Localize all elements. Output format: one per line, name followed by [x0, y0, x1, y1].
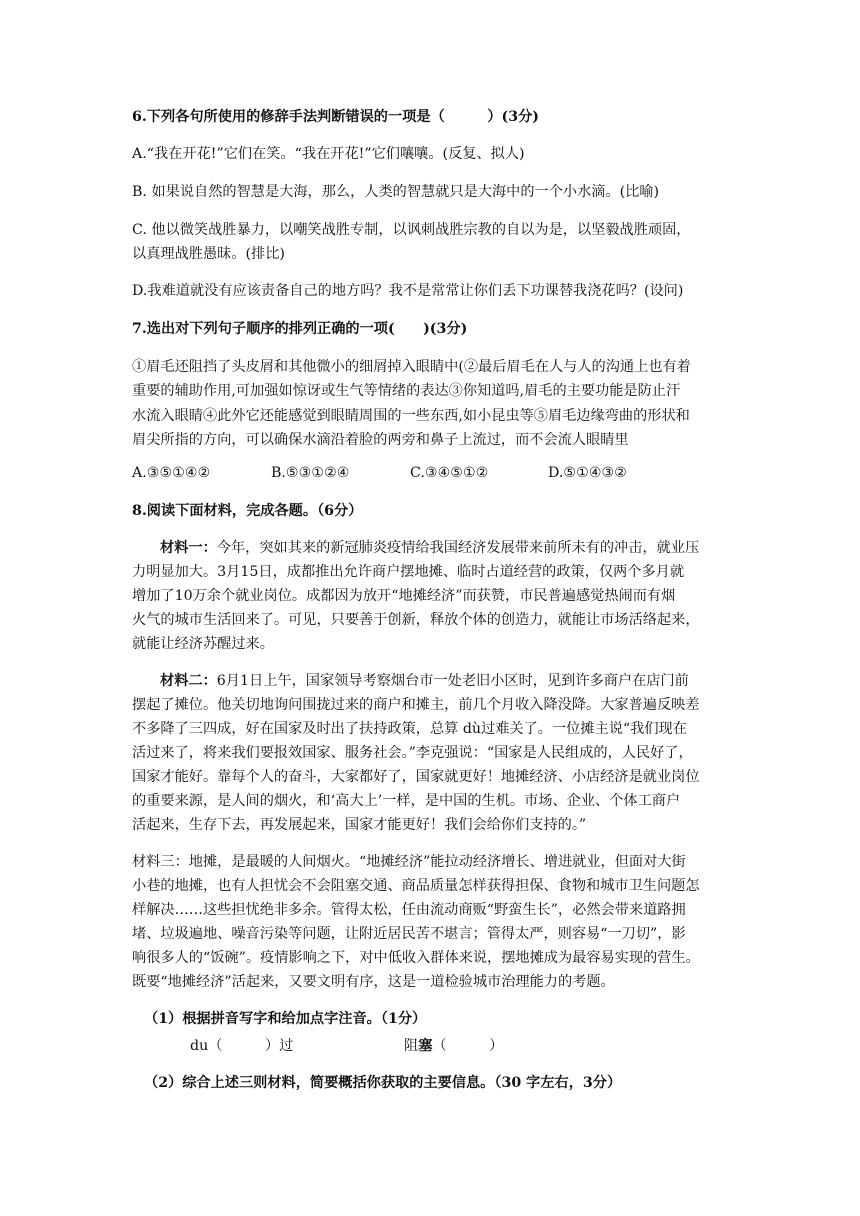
- sub-question-1: （1）根据拼音写字和给加点字注音。（1分）: [144, 1011, 427, 1027]
- q8-title: 8.阅读下面材料，完成各题。（6分）: [132, 503, 363, 519]
- q7-passage-line3: 水流入眼睛④此外它还能感觉到眼睛周围的一些东西,如小昆虫等⑤眉毛边缘弯曲的形状和: [132, 408, 690, 424]
- material-2-line6: 的重要来源，是人间的烟火，和‘高大上’一样，是中国的生机。市场、企业、个体工商户: [132, 793, 681, 809]
- material-3-line1: 材料三：地摊，是最暖的人间烟火。“地摊经济”能拉动经济增长、增进就业，但面对大街: [132, 854, 686, 870]
- q6-option-c-line2: 以真理战胜愚昧。(排比): [132, 246, 285, 262]
- material-1-label: 材料一：: [160, 540, 217, 556]
- material-2-line5: 国家才能好。靠每个人的奋斗，大家都好了，国家就更好！地摊经济、小店经济是就业岗位: [132, 769, 700, 785]
- zuse-blank: （ ）: [432, 1038, 504, 1054]
- pinyin-blank-zuse[interactable]: [404, 1036, 503, 1056]
- material-1-line2: 力明显加大。3月15日，成都推出允许商户摆地摊、临时占道经营的政策，仅两个多月就: [132, 564, 685, 580]
- q6-option-b: B. 如果说自然的智慧是大海，那么，人类的智慧就只是大海中的一个小水滴。(比喻): [132, 184, 660, 200]
- material-2-label: 材料二：: [160, 673, 217, 689]
- q7-option-a: A.③⑤①④②: [132, 465, 211, 481]
- material-3-line5: 响很多人的“饭碗”。疫情影响之下，对中低收入群体来说，摆地摊成为最容易实现的营生。: [132, 950, 700, 966]
- material-3-line2: 小巷的地摊，也有人担忧会不会阻塞交通、商品质量怎样获得担保、食物和城市卫生问题怎: [132, 878, 700, 894]
- q6-option-d: D.我难道就没有应该责备自己的地方吗？我不是常常让你们丢下功课替我浇花吗？(设问): [132, 283, 684, 299]
- material-3-line3: 样解决……这些担忧绝非多余。管得太松，任由流动商贩“野蛮生长”，必然会带来道路拥: [132, 902, 686, 918]
- material-2-line1: [160, 671, 780, 691]
- q7-option-c: C.③④⑤①②: [410, 465, 489, 481]
- material-1-text1: 今年，突如其来的新冠肺炎疫情给我国经济发展带来前所未有的冲击，就业压: [216, 540, 700, 556]
- material-1-line5: 就能让经济苏醒过来。: [132, 636, 274, 652]
- material-2-line3: 不多降了三四成，好在国家及时出了扶持政策，总算 dù过难关了。一位摊主说“我们现在: [132, 721, 687, 737]
- material-1-line4: 火气的城市生活回来了。可见，只要善于创新，释放个体的创造力，就能让市场活络起来，: [132, 612, 700, 628]
- material-3-line4: 堵、垃圾遍地、噪音污染等问题，让附近居民苦不堪言；管得太严，则容易“一刀切”，影: [132, 926, 686, 942]
- sub-question-2: （2）综合上述三则材料，简要概括你获取的主要信息。（30 字左右，3分）: [144, 1075, 622, 1091]
- q7-title: 7.选出对下列句子顺序的排列正确的一项( )(3分): [132, 321, 468, 337]
- material-2-line4: 活过来了，将来我们要报效国家、服务社会。”李克强说：“国家是人民组成的，人民好了，: [132, 745, 693, 761]
- q6-title: 6.下列各句所使用的修辞手法判断错误的一项是（ ）(3分): [132, 109, 539, 125]
- material-1-line1: [160, 538, 780, 558]
- q7-option-b: B.⑤③①②④: [271, 465, 350, 481]
- zuse-prefix: 阻: [404, 1038, 419, 1054]
- material-1-line3: 增加了10万余个就业岗位。成都因为放开“地摊经济”而获赞，市民普遍感觉热闹而有烟: [132, 588, 676, 604]
- q7-passage-line4: 眉尖所指的方向，可以确保水滴沿着脸的两旁和鼻子上流过，而不会流人眼睛里: [132, 432, 629, 448]
- q7-passage-line2: 重要的辅助作用,可加强如惊讶或生气等情绪的表达③你知道吗,眉毛的主要功能是防止汗: [132, 383, 681, 399]
- material-2-line2: 摆起了摊位。他关切地询问围拢过来的商户和摊主，前几个月收入降没降。大家普遍反映差: [132, 697, 700, 713]
- q7-passage-line1: ①眉毛还阻挡了头皮屑和其他微小的细屑掉入眼睛中(②最后眉毛在人与人的沟通上也有着: [132, 359, 691, 375]
- material-2-text1: 6月1日上午，国家领导考察烟台市一处老旧小区时，见到许多商户在店门前: [216, 673, 689, 689]
- q6-option-c-line1: C. 他以微笑战胜暴力，以嘲笑战胜专制，以讽刺战胜宗教的自以为是，以坚毅战胜顽固，: [132, 222, 691, 238]
- q7-option-d: D.⑤①④③②: [548, 465, 627, 481]
- material-3-line6: 既要“地摊经济”活起来，又要文明有序，这是一道检验城市治理能力的考题。: [132, 974, 615, 990]
- pinyin-blank-du[interactable]: du（ ）过: [190, 1038, 294, 1054]
- material-2-line7: 活起来，生存下去，再发展起来，国家才能更好！我们会给你们支持的。”: [132, 817, 587, 833]
- q6-option-a: A.“我在开花!”它们在笑。“我在开花!”它们嚷嚷。(反复、拟人): [132, 146, 525, 162]
- zuse-dotted-char: 塞: [418, 1038, 433, 1054]
